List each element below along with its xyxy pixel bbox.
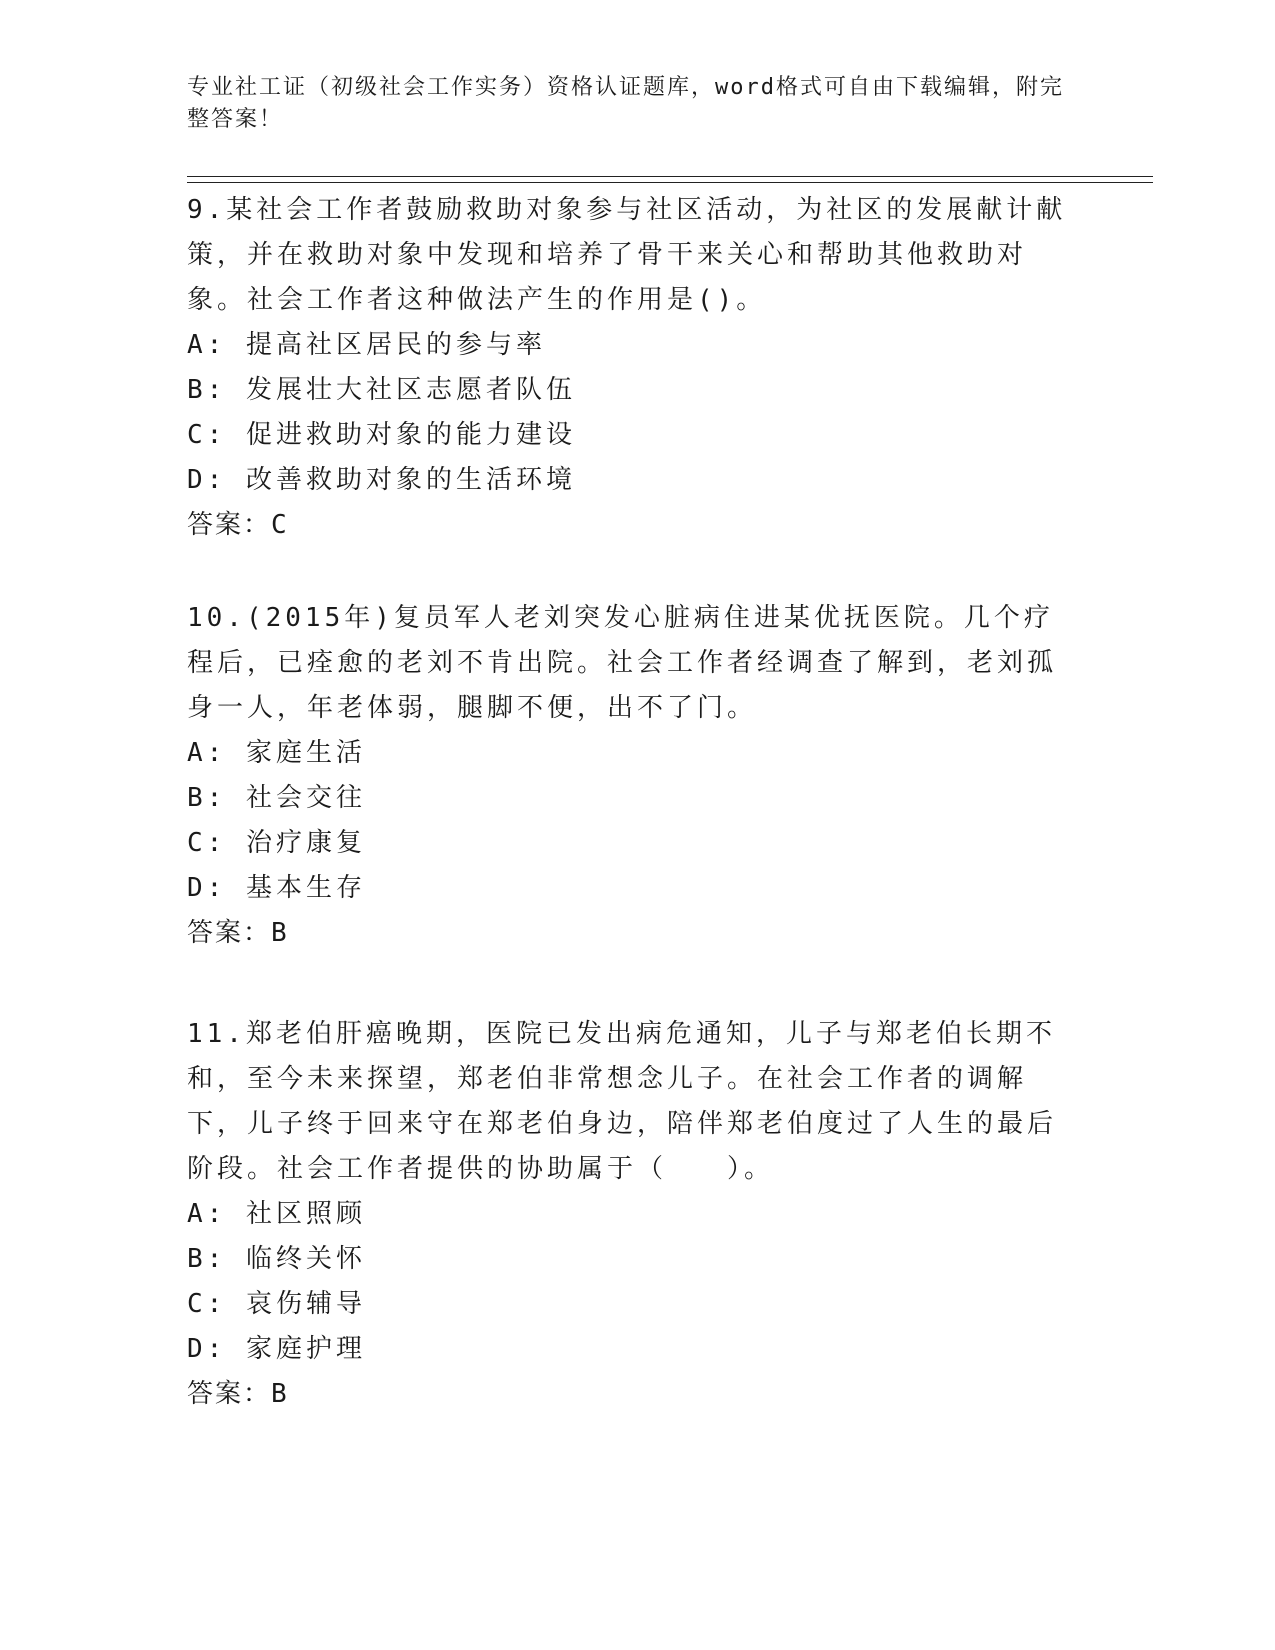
question-stem: 11.郑老伯肝癌晚期，医院已发出病危通知，儿子与郑老伯长期不和，至今未来探望，郑老伯非常想念儿子。在社会工作者的调解下，儿子终于回来守在郑老伯身边，陪伴郑老伯度过了人生的最后阶段。社会工作者提供的协助属于（ ）。 <box>187 1019 1058 1184</box>
option-b: B: 发展壮大社区志愿者队伍 <box>187 375 576 405</box>
option-b: B: 临终关怀 <box>187 1244 366 1274</box>
answer: 答案：B <box>187 1379 289 1409</box>
option-a: A: 提高社区居民的参与率 <box>187 330 546 360</box>
option-d: D: 家庭护理 <box>187 1334 366 1364</box>
question-11 <box>187 1012 1067 1417</box>
answer: 答案：B <box>187 918 289 948</box>
option-c: C: 哀伤辅导 <box>187 1289 366 1319</box>
question-stem: 9.某社会工作者鼓励救助对象参与社区活动，为社区的发展献计献策，并在救助对象中发现和培养了骨干来关心和帮助其他救助对象。社会工作者这种做法产生的作用是()。 <box>187 195 1067 315</box>
header-divider-bottom <box>187 182 1153 183</box>
document-header: 专业社工证（初级社会工作实务）资格认证题库，word格式可自由下载编辑，附完整答案！ <box>187 75 1064 132</box>
header-divider-top <box>187 176 1153 177</box>
option-a: A: 家庭生活 <box>187 738 366 768</box>
question-stem: 10.(2015年)复员军人老刘突发心脏病住进某优抚医院。几个疗程后，已痊愈的老刘不肯出院。社会工作者经调查了解到，老刘孤身一人，年老体弱，腿脚不便，出不了门。 <box>187 603 1058 723</box>
option-c: C: 促进救助对象的能力建设 <box>187 420 576 450</box>
question-10 <box>187 596 1067 956</box>
answer: 答案：C <box>187 510 289 540</box>
option-c: C: 治疗康复 <box>187 828 366 858</box>
option-b: B: 社会交往 <box>187 783 366 813</box>
question-9 <box>187 188 1067 548</box>
option-a: A: 社区照顾 <box>187 1199 366 1229</box>
option-d: D: 改善救助对象的生活环境 <box>187 465 576 495</box>
option-d: D: 基本生存 <box>187 873 366 903</box>
